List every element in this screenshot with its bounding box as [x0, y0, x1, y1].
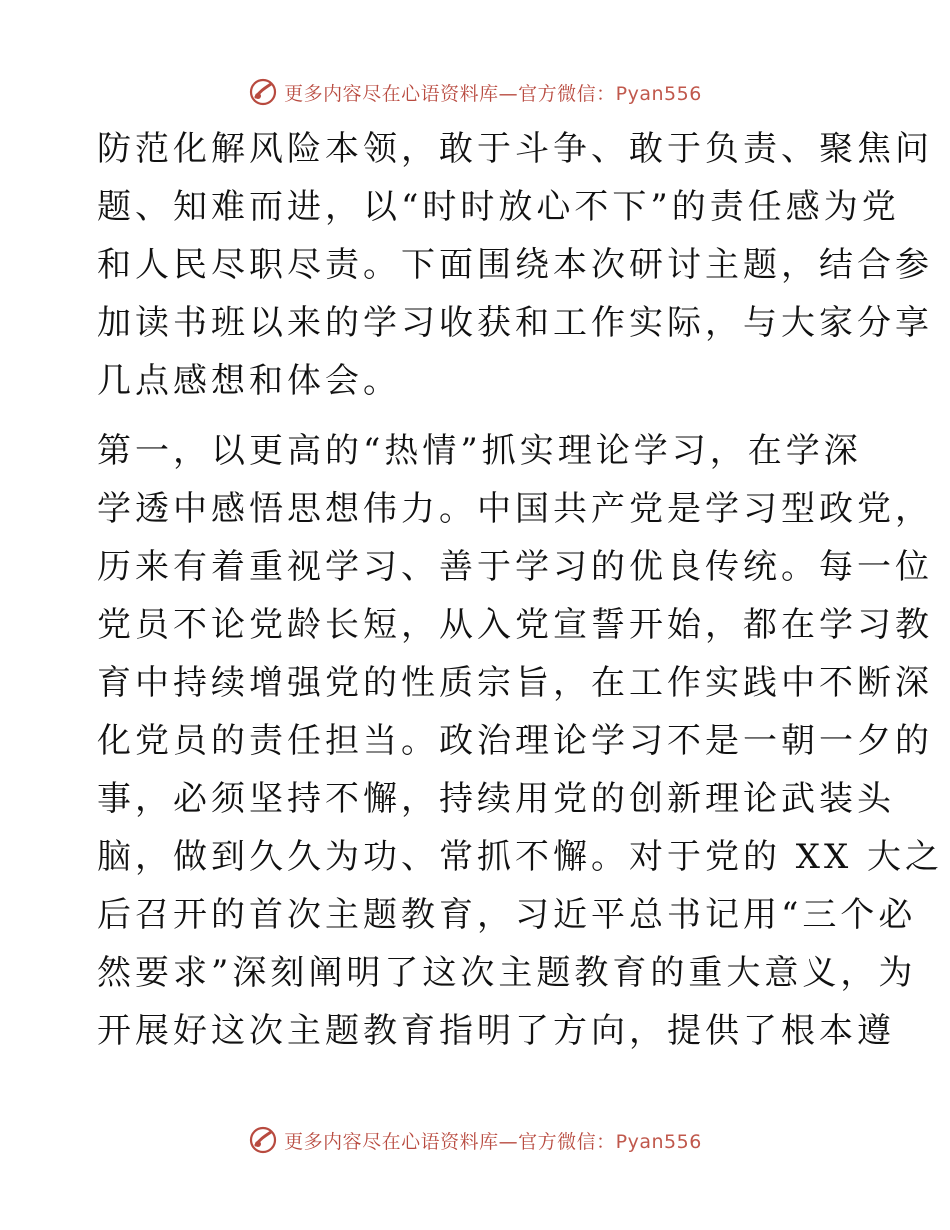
- text-line: 党员不论党龄长短，从入党宣誓开始，都在学习教: [97, 605, 933, 645]
- text-line: 化党员的责任担当。政治理论学习不是一朝一夕的: [97, 721, 933, 761]
- text-line: 题、知难而进，以“时时放心不下”的责任感为党: [97, 187, 900, 227]
- brush-logo-icon: [248, 1125, 278, 1155]
- brush-logo-icon: [248, 77, 278, 107]
- watermark-label: 更多内容尽在心语资料库—官方微信：: [284, 82, 616, 105]
- text-line: 第一，以更高的“热情”抓实理论学习，在学深: [97, 431, 862, 471]
- watermark-text: [284, 1127, 702, 1154]
- text-line: 加读书班以来的学习收获和工作实际，与大家分享: [97, 303, 933, 343]
- text-line: 学透中感悟思想伟力。中国共产党是学习型政党，: [97, 489, 933, 529]
- watermark-text: [284, 79, 702, 106]
- text-line: 开展好这次主题教育指明了方向，提供了根本遵: [97, 1011, 895, 1051]
- document-body: [97, 120, 944, 1060]
- text-line: 和人民尽职尽责。下面围绕本次研讨主题，结合参: [97, 245, 933, 285]
- text-line: 防范化解风险本领，敢于斗争、敢于负责、聚焦问: [97, 129, 933, 169]
- text-line: 事，必须坚持不懈，持续用党的创新理论武装头: [97, 779, 895, 819]
- watermark-wechat-id: Pyan556: [615, 1130, 702, 1153]
- watermark-wechat-id: Pyan556: [615, 82, 702, 105]
- text-line: 几点感想和体会。: [97, 361, 401, 401]
- footer-watermark: [0, 1120, 950, 1160]
- watermark-label: 更多内容尽在心语资料库—官方微信：: [284, 1130, 616, 1153]
- paragraph-first-point: [97, 422, 944, 1060]
- text-line: 后召开的首次主题教育，习近平总书记用“三个必: [97, 895, 917, 935]
- text-line: 脑，做到久久为功、常抓不懈。对于党的 XX 大之: [97, 837, 944, 877]
- text-line: 历来有着重视学习、善于学习的优良传统。每一位: [97, 547, 933, 587]
- paragraph-intro: [97, 120, 933, 410]
- header-watermark: [0, 72, 950, 112]
- text-line: 然要求”深刻阐明了这次主题教育的重大意义，为: [97, 953, 917, 993]
- text-line: 育中持续增强党的性质宗旨，在工作实践中不断深: [97, 663, 933, 703]
